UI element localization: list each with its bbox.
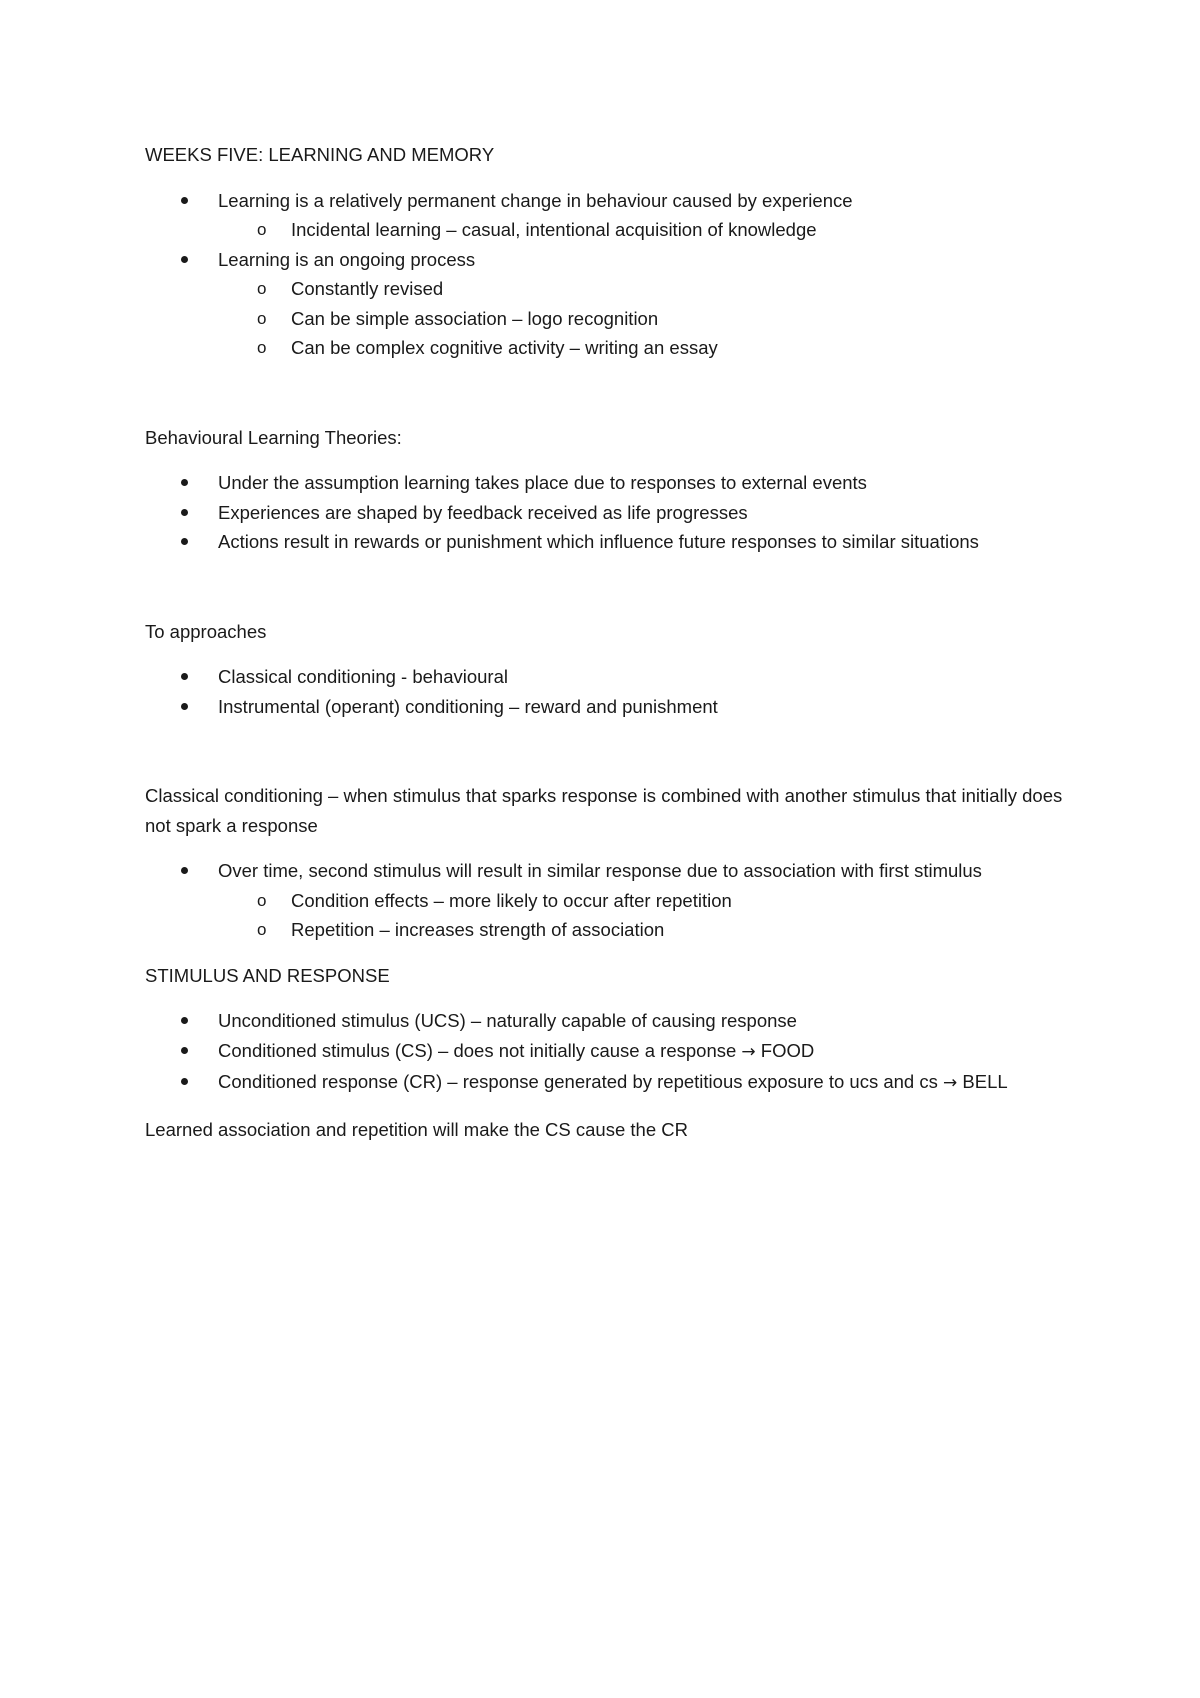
sub-list-item — [218, 915, 1065, 945]
list-item — [145, 527, 1065, 557]
sub-list — [218, 886, 1065, 945]
bullet-icon — [181, 1017, 188, 1024]
spacer — [145, 557, 1065, 617]
sub-list-item — [218, 215, 1065, 245]
circle-bullet-icon: o — [257, 308, 267, 328]
list-item — [145, 468, 1065, 498]
list-item-text-suffix: BELL — [957, 1071, 1008, 1092]
list-item-text: Instrumental (operant) conditioning – reward and punishment — [218, 695, 718, 717]
sub-list-item-text: Incidental learning – casual, intentional acquisition of knowledge — [291, 219, 817, 240]
list-item — [145, 1036, 1065, 1068]
sub-list-item-text: Can be complex cognitive activity – writing an essay — [291, 337, 718, 358]
list-item-text: Experiences are shaped by feedback received as life progresses — [218, 501, 748, 523]
list-item — [145, 692, 1065, 722]
document-title: WEEKS FIVE: LEARNING AND MEMORY — [145, 144, 495, 165]
bullet-icon — [181, 867, 188, 874]
sub-list-item-text: Can be simple association – logo recognition — [291, 307, 659, 329]
bullet-icon — [181, 479, 188, 486]
list-item — [145, 662, 1065, 692]
list-item — [145, 245, 1065, 363]
spacer — [145, 363, 1065, 423]
list-item-text: Unconditioned stimulus (UCS) – naturally capable of causing response — [218, 1010, 797, 1031]
list-item — [145, 1067, 1065, 1099]
sub-list-item — [218, 274, 1065, 304]
bullet-icon — [181, 1047, 188, 1054]
circle-bullet-icon: o — [257, 220, 267, 239]
bullet-icon — [181, 703, 188, 710]
arrow-right-icon: → — [943, 1073, 958, 1093]
list-item-text: Classical conditioning - behavioural — [218, 666, 508, 687]
section-heading-stimulus-response: STIMULUS AND RESPONSE — [145, 964, 390, 986]
sub-list-item — [218, 886, 1065, 916]
list-item-text: Over time, second stimulus will result in similar response due to association with first stimulus — [218, 860, 982, 881]
stimulus-response-list — [145, 1006, 1065, 1099]
learning-definition-list — [145, 186, 1065, 363]
sub-list-item-text: Constantly revised — [291, 278, 444, 299]
spacer — [145, 721, 1065, 781]
list-item-text: Learning is an ongoing process — [218, 248, 476, 270]
sub-list-item — [218, 333, 1065, 363]
closing-statement: Learned association and repetition will make the CS cause the CR — [145, 1118, 688, 1140]
section-heading-approaches: To approaches — [145, 620, 267, 642]
list-item — [145, 1006, 1065, 1036]
list-item — [145, 186, 1065, 245]
circle-bullet-icon: o — [257, 279, 267, 298]
bullet-icon — [181, 197, 188, 204]
list-item-text-suffix: FOOD — [755, 1039, 815, 1061]
sub-list-item-text: Condition effects – more likely to occur after repetition — [291, 889, 732, 911]
list-item-text: Under the assumption learning takes place due to responses to external events — [218, 472, 867, 493]
spacer — [145, 1099, 1065, 1115]
arrow-right-icon: → — [741, 1041, 756, 1062]
bullet-icon — [181, 509, 188, 516]
classical-conditioning-paragraph: Classical conditioning – when stimulus that sparks response is combined with another stimulus that initially does not spark a response — [145, 785, 1063, 836]
sub-list-item — [218, 304, 1065, 334]
sub-list — [218, 274, 1065, 363]
bullet-icon — [181, 673, 188, 680]
list-item — [145, 856, 1065, 945]
bullet-icon — [181, 538, 188, 545]
circle-bullet-icon: o — [257, 338, 267, 357]
list-item-text: Actions result in rewards or punishment which influence future responses to similar situations — [218, 531, 979, 552]
list-item — [145, 498, 1065, 528]
bullet-icon — [181, 1078, 188, 1085]
circle-bullet-icon: o — [257, 890, 267, 910]
document-page — [145, 140, 1065, 1160]
section-heading-behavioural: Behavioural Learning Theories: — [145, 426, 402, 448]
list-item-text: Conditioned response (CR) – response generated by repetitious exposure to ucs and cs — [218, 1071, 944, 1092]
classical-conditioning-list — [145, 856, 1065, 945]
circle-bullet-icon: o — [257, 920, 267, 939]
behavioural-theories-list — [145, 468, 1065, 557]
sub-list-item-text: Repetition – increases strength of association — [291, 919, 665, 940]
spacer — [145, 945, 1065, 961]
list-item-text: Learning is a relatively permanent change in behaviour caused by experience — [218, 189, 853, 211]
approaches-list — [145, 662, 1065, 721]
list-item-text: Conditioned stimulus (CS) – does not initially cause a response — [218, 1039, 742, 1061]
bullet-icon — [181, 256, 188, 263]
sub-list — [218, 215, 1065, 245]
